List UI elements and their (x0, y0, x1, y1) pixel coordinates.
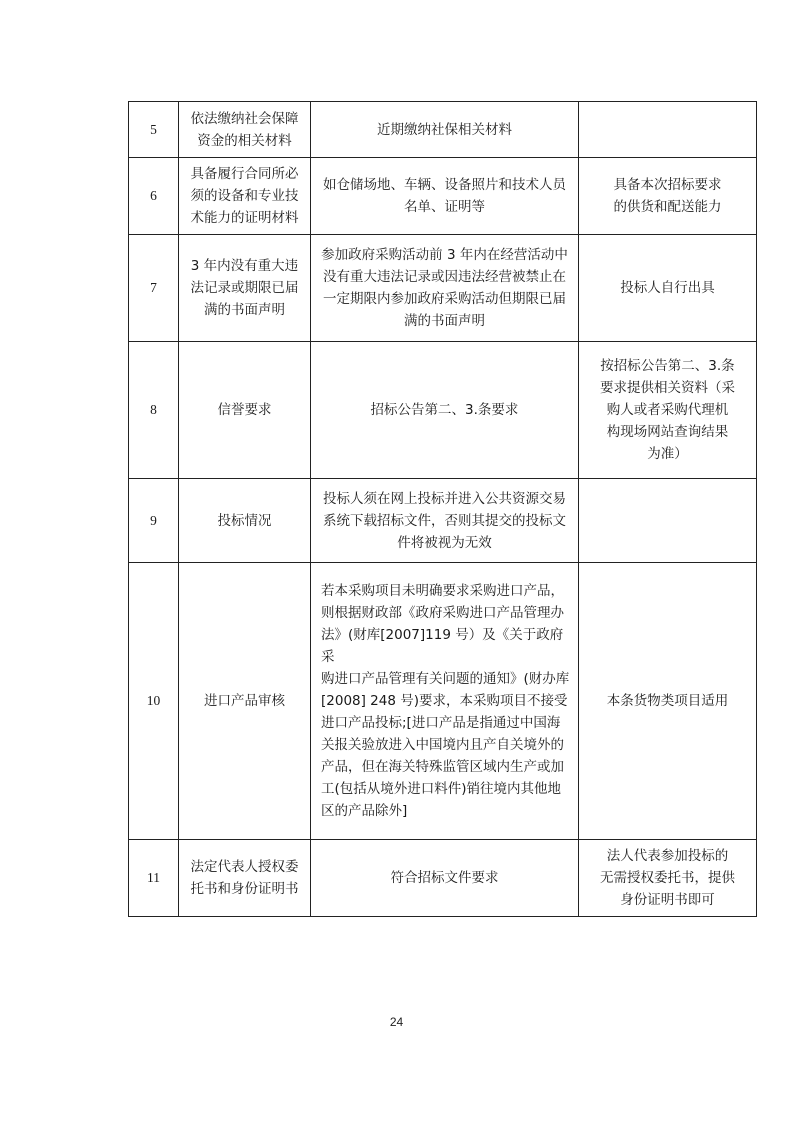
requirement-item: 投标情况 (179, 479, 311, 563)
requirement-item: 3 年内没有重大违 法记录或期限已届 满的书面声明 (179, 235, 311, 342)
remark: 投标人自行出具 (579, 235, 757, 342)
row-number: 10 (129, 563, 179, 840)
requirement-item: 法定代表人授权委 托书和身份证明书 (179, 840, 311, 917)
table-row (129, 342, 757, 479)
table-row (129, 479, 757, 563)
remark (579, 102, 757, 158)
required-document: 参加政府采购活动前 3 年内在经营活动中 没有重大违法记录或因违法经营被禁止在 一定期限内参加政府采购活动但期限已届 满的书面声明 (311, 235, 579, 342)
table-row (129, 563, 757, 840)
required-document: 符合招标文件要求 (311, 840, 579, 917)
requirement-item: 具备履行合同所必 须的设备和专业技 术能力的证明材料 (179, 158, 311, 235)
required-document: 如仓储场地、车辆、设备照片和技术人员 名单、证明等 (311, 158, 579, 235)
required-document: 投标人须在网上投标并进入公共资源交易 系统下载招标文件，否则其提交的投标文 件将被视为无效 (311, 479, 579, 563)
remark: 按招标公告第二、3.条 要求提供相关资料（采 购人或者采购代理机 构现场网站查询结果 为准） (579, 342, 757, 479)
row-number: 6 (129, 158, 179, 235)
row-number: 7 (129, 235, 179, 342)
remark (579, 479, 757, 563)
row-number: 9 (129, 479, 179, 563)
row-number: 8 (129, 342, 179, 479)
required-document: 招标公告第二、3.条要求 (311, 342, 579, 479)
table-row (129, 102, 757, 158)
qualification-table (128, 101, 757, 917)
requirement-item: 进口产品审核 (179, 563, 311, 840)
table-row (129, 235, 757, 342)
page-number: 24 (389, 1015, 404, 1029)
remark: 法人代表参加投标的 无需授权委托书，提供 身份证明书即可 (579, 840, 757, 917)
requirement-item: 依法缴纳社会保障 资金的相关材料 (179, 102, 311, 158)
table-row (129, 158, 757, 235)
requirement-item: 信誉要求 (179, 342, 311, 479)
required-document: 若本采购项目未明确要求采购进口产品， 则根据财政部《政府采购进口产品管理办 法》(财库[2007]119 号）及《关于政府采 购进口产品管理有关问题的通知》(财办库 [2008] 248 号)要求，本采购项目不接受 进口产品投标;[进口产品是指通过中国海 关报关验放进入中国境内且产自关境外的 产品，但在海关特殊监管区域内生产或加 工(包括从境外进口料件)销往境内其他地 区的产品除外] (311, 563, 579, 840)
remark: 具备本次招标要求 的供货和配送能力 (579, 158, 757, 235)
required-document: 近期缴纳社保相关材料 (311, 102, 579, 158)
remark: 本条货物类项目适用 (579, 563, 757, 840)
row-number: 11 (129, 840, 179, 917)
table-row (129, 840, 757, 917)
row-number: 5 (129, 102, 179, 158)
